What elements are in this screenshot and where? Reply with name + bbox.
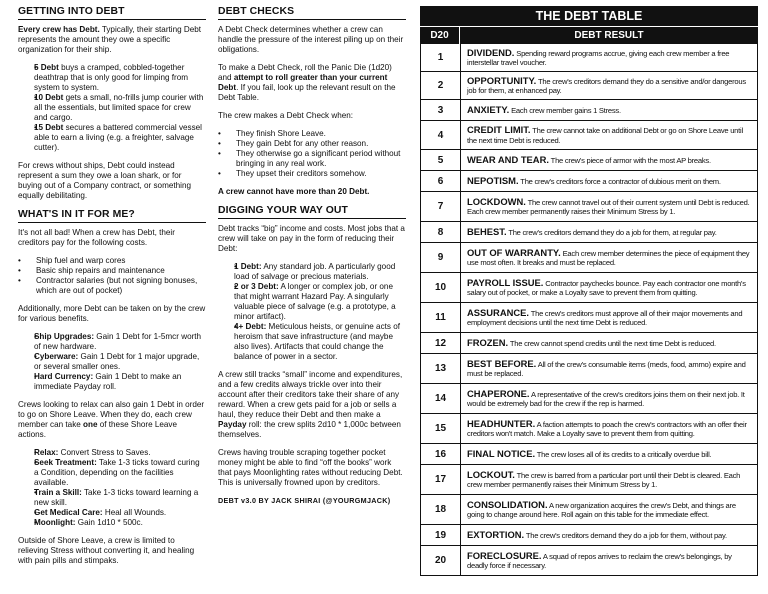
benefits-list: [18, 332, 206, 392]
roll-number: 16: [421, 444, 461, 464]
list-item: • Cyberware: Gain 1 Debt for 1 major upgrade, or several smaller ones.: [18, 352, 206, 372]
list-item: • They finish Shore Leave.: [218, 129, 406, 139]
debt-result: CHAPERONE. A representative of the crew's creditors joins them on their next job. It would be extremely bad for the crew if the rep is harmed.: [467, 387, 745, 408]
table-row: [420, 495, 758, 525]
table-row: [420, 44, 758, 72]
roll-number: 15: [421, 414, 461, 443]
column-header-die: D20: [420, 27, 460, 44]
roll-number: 2: [421, 72, 461, 99]
list-item: • Contractor salaries (but not signing bonuses, which are out of pocket): [18, 276, 206, 296]
digging-out-p2: A crew still tracks “small” income and expenditures, and a few credits always trickle over into their account after their creditors take their share of any reward. When a crew gets paid for a job or sells a haul, they reduce their Debt and then make a Payday roll: the crew splits 2d10 * 1,000c between themselves.: [218, 370, 403, 439]
table-row: [420, 192, 758, 222]
list-item: • Moonlight: Gain 1d10 * 500c.: [18, 518, 206, 528]
list-item: • 4+ Debt: Meticulous heists, or genuine acts of heroism that save infrastructure (and maybe also lives). Artifacts that could change the balance of power in a sector.: [218, 322, 406, 362]
debt-result: PAYROLL ISSUE. Contractor paychecks bounce. Pay each contractor one month's salary out of pocket, or make a Loyalty save to prevent them from quitting.: [467, 276, 746, 297]
debt-checks-p1: A Debt Check determines whether a crew can handle the pressure of the interest piling up on their obligations.: [218, 25, 404, 54]
debt-result: ASSURANCE. The crew's creditors must approve all of their major movements and employment decisions until the next time Debt is reduced.: [467, 306, 743, 327]
shore-leave-actions-list: [18, 448, 206, 528]
section-heading-debt-checks: DEBT CHECKS: [218, 6, 406, 20]
section-heading-getting-into-debt: GETTING INTO DEBT: [18, 6, 206, 20]
roll-number: 11: [421, 303, 461, 332]
list-item: • They gain Debt for any other reason.: [218, 139, 406, 149]
list-item: • 15 Debt secures a battered commercial vessel able to earn a living (e.g. a freighter, salvage cutter).: [18, 123, 206, 153]
table-row: [420, 243, 758, 273]
roll-number: 9: [421, 243, 461, 272]
roll-number: 10: [421, 273, 461, 302]
list-item: • Basic ship repairs and maintenance: [18, 266, 206, 276]
section-heading-whats-in-it: WHAT'S IN IT FOR ME?: [18, 209, 206, 223]
section-heading-digging-out: DIGGING YOUR WAY OUT: [218, 205, 406, 219]
shore-leave-outro: Outside of Shore Leave, a crew is limited to relieving Stress without converting it, and healing with pain pills and stimpaks.: [18, 536, 195, 565]
table-row: [420, 121, 758, 150]
shore-leave-intro: Crews looking to relax can also gain 1 Debt in order to go on Shore Leave. When they do, each crew member can take one of these Shore Leave actions.: [18, 400, 205, 439]
list-item: • Seek Treatment: Take 1-3 ticks toward curing a Condition, depending on the facilities available.: [18, 458, 206, 488]
debt-result: EXTORTION. The crew's creditors demand they do a job for them, without pay.: [467, 528, 727, 540]
debt-result: BEST BEFORE. All of the crew's consumable items (meds, food, ammo) expire and must be replaced.: [467, 357, 746, 378]
list-item: • They otherwise go a significant period without bringing in any real work.: [218, 149, 406, 169]
roll-number: 14: [421, 384, 461, 413]
debt-cap-note: A crew cannot have more than 20 Debt.: [218, 187, 370, 196]
list-item: • 2 or 3 Debt: A longer or complex job, or one that might warrant Hazard Pay. A singularly valuable piece of salvage (e.g. a prototype, a minor artifact).: [218, 282, 406, 322]
table-row: [420, 171, 758, 192]
table-row: [420, 546, 758, 576]
starting-debt-list: [18, 63, 206, 153]
benefits-intro: Additionally, more Debt can be taken on by the crew for various benefits.: [18, 304, 206, 323]
digging-out-p1: Debt tracks “big” income and costs. Most jobs that a crew will take on pay in the form of reducing their Debt:: [218, 224, 405, 253]
debt-result: CONSOLIDATION. A new organization acquires the crew's Debt, and things are going to change around here. Roll again on this table for the immediate effect.: [467, 498, 736, 519]
list-item: • Get Medical Care: Heal all Wounds.: [18, 508, 206, 518]
roll-number: 4: [421, 121, 461, 149]
table-header: [420, 26, 758, 44]
roll-number: 18: [421, 495, 461, 524]
list-item: • They upset their creditors somehow.: [218, 169, 406, 179]
getting-into-debt-intro: Every crew has Debt. Typically, their starting Debt represents the amount they owe a specific organization for their ship.: [18, 25, 202, 54]
middle-column: [218, 6, 406, 505]
covered-costs-list: [18, 256, 206, 296]
debt-result: FINAL NOTICE. The crew loses all of its credits to a critically overdue bill.: [467, 447, 712, 459]
debt-result: HEADHUNTER. A faction attempts to poach the crew's contractors with an offer their creditors won't match. Make a Loyalty save to prevent them from quitting.: [467, 417, 747, 438]
roll-number: 3: [421, 100, 461, 120]
debt-result: BEHEST. The crew's creditors demand they do a job for them, at regular pay.: [467, 225, 717, 237]
roll-number: 8: [421, 222, 461, 242]
roll-number: 1: [421, 44, 461, 71]
table-row: [420, 354, 758, 384]
list-item: • Hard Currency: Gain 1 Debt to make an immediate Payday roll.: [18, 372, 206, 392]
list-item: • 5 Debt buys a cramped, cobbled-together deathtrap that is only good for limping from system to system.: [18, 63, 206, 93]
table-body: [420, 44, 758, 576]
debt-result: LOCKOUT. The crew is barred from a particular port until their Debt is cleared. Each crew member permanently raises their Minimum Stress by 1.: [467, 468, 741, 489]
table-row: [420, 150, 758, 171]
table-row: [420, 273, 758, 303]
roll-number: 19: [421, 525, 461, 545]
debt-result: CREDIT LIMIT. The crew cannot take on additional Debt or go on Shore Leave until the next time Debt is reduced.: [467, 124, 743, 145]
roll-number: 17: [421, 465, 461, 494]
left-column: [18, 6, 206, 574]
table-row: [420, 333, 758, 354]
digging-out-p3: Crews having trouble scraping together pocket money might be able to find “off the books” work that pays Moonlighting rates without reducing Debt. This is universally frowned upon by creditors.: [218, 448, 403, 487]
list-item: • Train a Skill: Take 1-3 ticks toward learning a new skill.: [18, 488, 206, 508]
list-item: • 1 Debt: Any standard job. A particularly good load of salvage or precious materials.: [218, 262, 406, 282]
table-row: [420, 384, 758, 414]
column-header-result: DEBT RESULT: [574, 30, 644, 41]
table-row: [420, 72, 758, 100]
roll-number: 7: [421, 192, 461, 221]
roll-number: 5: [421, 150, 461, 170]
table-title: THE DEBT TABLE: [420, 6, 758, 26]
debt-result: FORECLOSURE. A squad of repos arrives to reclaim the crew's belongings, by deadly force if necessary.: [467, 549, 732, 570]
list-item: • Relax: Convert Stress to Saves.: [18, 448, 206, 458]
job-debt-list: [218, 262, 406, 362]
debt-result: ANXIETY. Each crew member gains 1 Stress.: [467, 103, 621, 115]
debt-result: DIVIDEND. Spending reward programs accrue, giving each crew member a free interstellar travel voucher.: [467, 46, 730, 67]
table-row: [420, 444, 758, 465]
debt-result: LOCKDOWN. The crew cannot travel out of their current system until Debt is reduced. Each crew member permanently raises their Minimum Stress by 1.: [467, 195, 750, 216]
debt-checks-p2: To make a Debt Check, roll the Panic Die (1d20) and attempt to roll greater than your current Debt. If you fail, look up the relevant result on the Debt Table.: [218, 63, 396, 102]
debt-check-triggers-list: [218, 129, 406, 179]
whats-in-it-intro: It's not all bad! When a crew has Debt, their creditors pay for the following costs.: [18, 228, 175, 247]
credit-line: DEBT v3.0 BY JACK SHIRAI (@YOURGMJACK): [218, 496, 391, 505]
debt-result: OPPORTUNITY. The crew's creditors demand they do a sensitive and/or dangerous job for them, at enhanced pay.: [467, 74, 746, 95]
getting-into-debt-outro: For crews without ships, Debt could instead represent a sum they owe a loan shark, or for buying out of a Company contract, or something equally debilitating.: [18, 161, 191, 200]
table-row: [420, 222, 758, 243]
table-row: [420, 303, 758, 333]
roll-number: 6: [421, 171, 461, 191]
table-row: [420, 414, 758, 444]
roll-number: 12: [421, 333, 461, 353]
debt-checks-p3: The crew makes a Debt Check when:: [218, 111, 354, 120]
table-row: [420, 100, 758, 121]
list-item: • 10 Debt gets a small, no-frills jump courier with all the essentials, but limited space for crew and cargo.: [18, 93, 206, 123]
table-row: [420, 525, 758, 546]
debt-result: NEPOTISM. The crew's creditors force a contractor of dubious merit on them.: [467, 174, 721, 186]
debt-result: OUT OF WARRANTY. Each crew member determines the piece of equipment they use most often. It breaks and must be replaced.: [467, 246, 750, 267]
roll-number: 20: [421, 546, 461, 575]
table-row: [420, 465, 758, 495]
list-item: • Ship Upgrades: Gain 1 Debt for 1-5mcr worth of new hardware.: [18, 332, 206, 352]
debt-table: [420, 6, 758, 576]
list-item: • Ship fuel and warp cores: [18, 256, 206, 266]
debt-result: FROZEN. The crew cannot spend credits until the next time Debt is reduced.: [467, 336, 716, 348]
roll-number: 13: [421, 354, 461, 383]
debt-result: WEAR AND TEAR. The crew's piece of armor with the most AP breaks.: [467, 153, 711, 165]
